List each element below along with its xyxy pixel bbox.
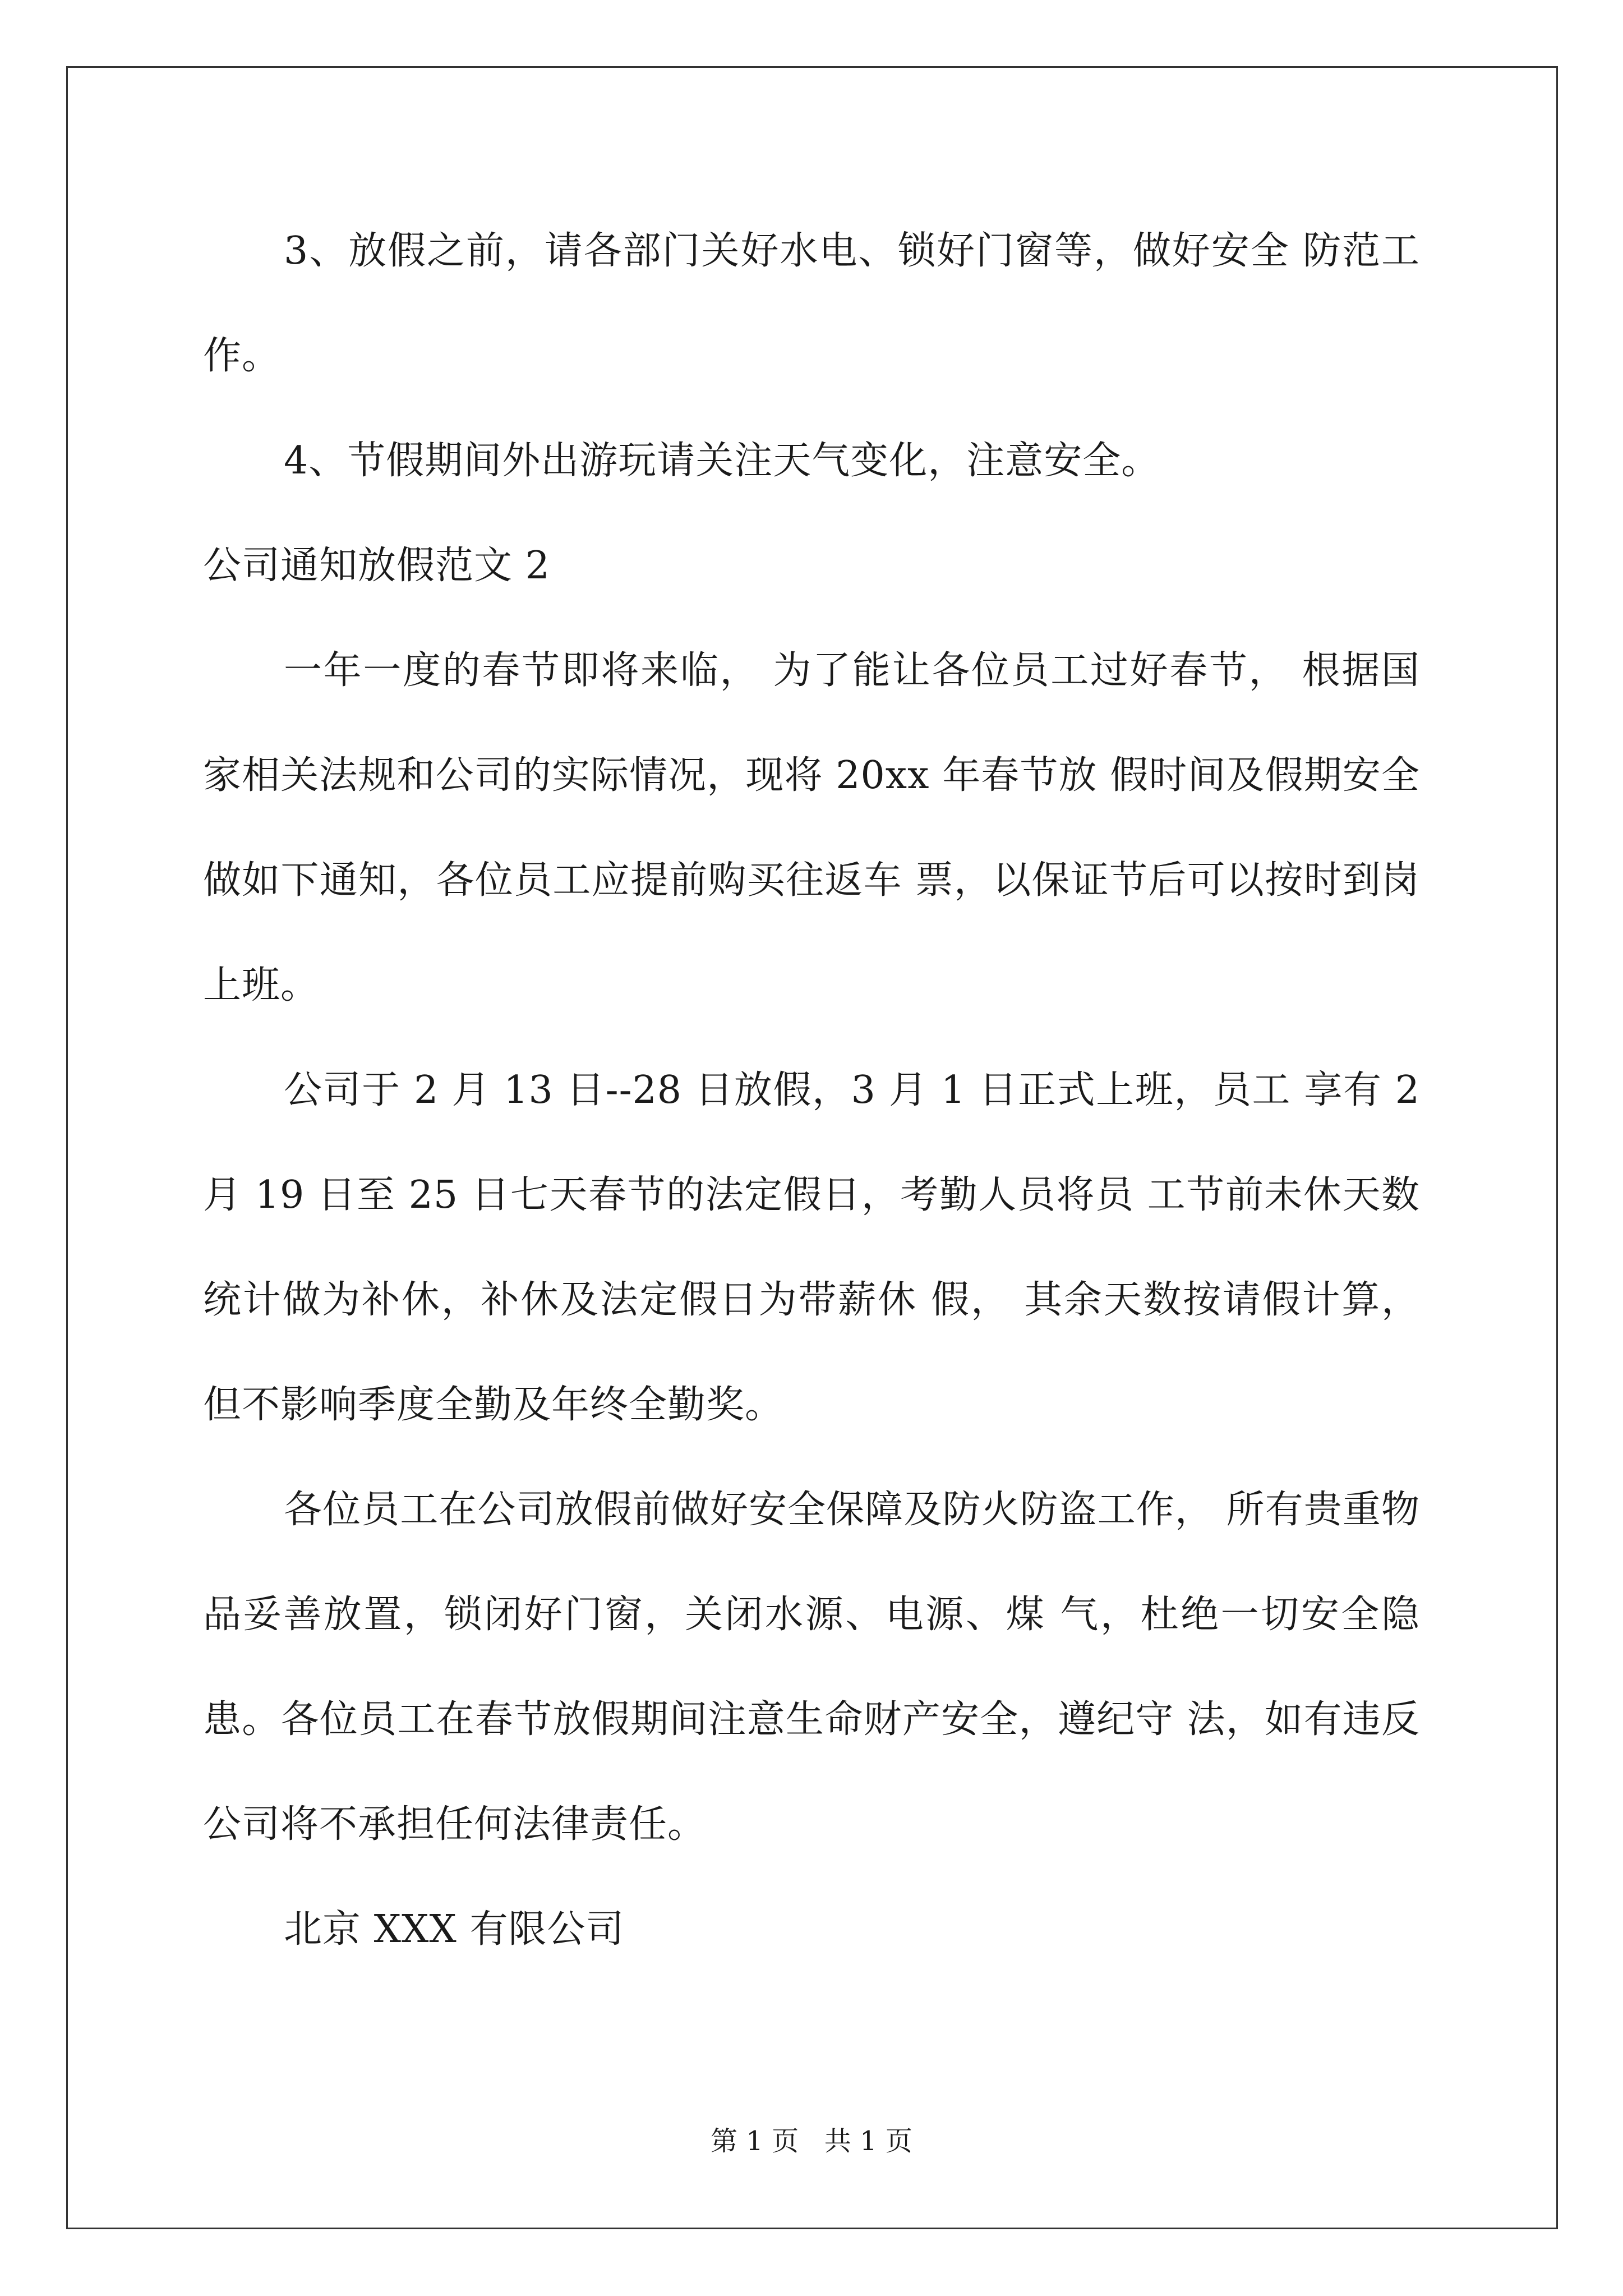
paragraph-item-3: 3、放假之前，请各部门关好水电、锁好门窗等，做好安全 防范工作。: [203, 229, 1420, 378]
paragraph-item-4: 4、节假期间外出游玩请关注天气变化，注意安全。: [284, 439, 1160, 483]
paragraph-intro: 一年一度的春节即将来临， 为了能让各位员工过好春节， 根据国家相关法规和公司的实际情况，现将 20xx 年春节放 假时间及假期安全做如下通知，各位员工应提前购买往返车 票，以保证节后可以按时到岗上班。: [203, 648, 1420, 1007]
document-body: [203, 199, 1420, 1982]
paragraph-safety: 各位员工在公司放假前做好安全保障及防火防盗工作， 所有贵重物品妥善放置，锁闭好门窗，关闭水源、电源、煤 气，杜绝一切安全隐患。各位员工在春节放假期间注意生命财产安全，遵纪守 法，如有违反公司将不承担任何法律责任。: [203, 1488, 1420, 1847]
page-footer: 第 1 页 共 1 页: [711, 2125, 912, 2157]
paragraph-schedule: 公司于 2 月 13 日--28 日放假，3 月 1 日正式上班，员工 享有 2 月 19 日至 25 日七天春节的法定假日，考勤人员将员 工节前未休天数统计做为补休，补休及法定假日为带薪休 假， 其余天数按请假计算， 但不影响季度全勤及年终全勤奖。: [203, 1068, 1420, 1427]
company-signature: 北京 XXX 有限公司: [284, 1907, 625, 1952]
section-heading: 公司通知放假范文 2: [203, 544, 550, 588]
